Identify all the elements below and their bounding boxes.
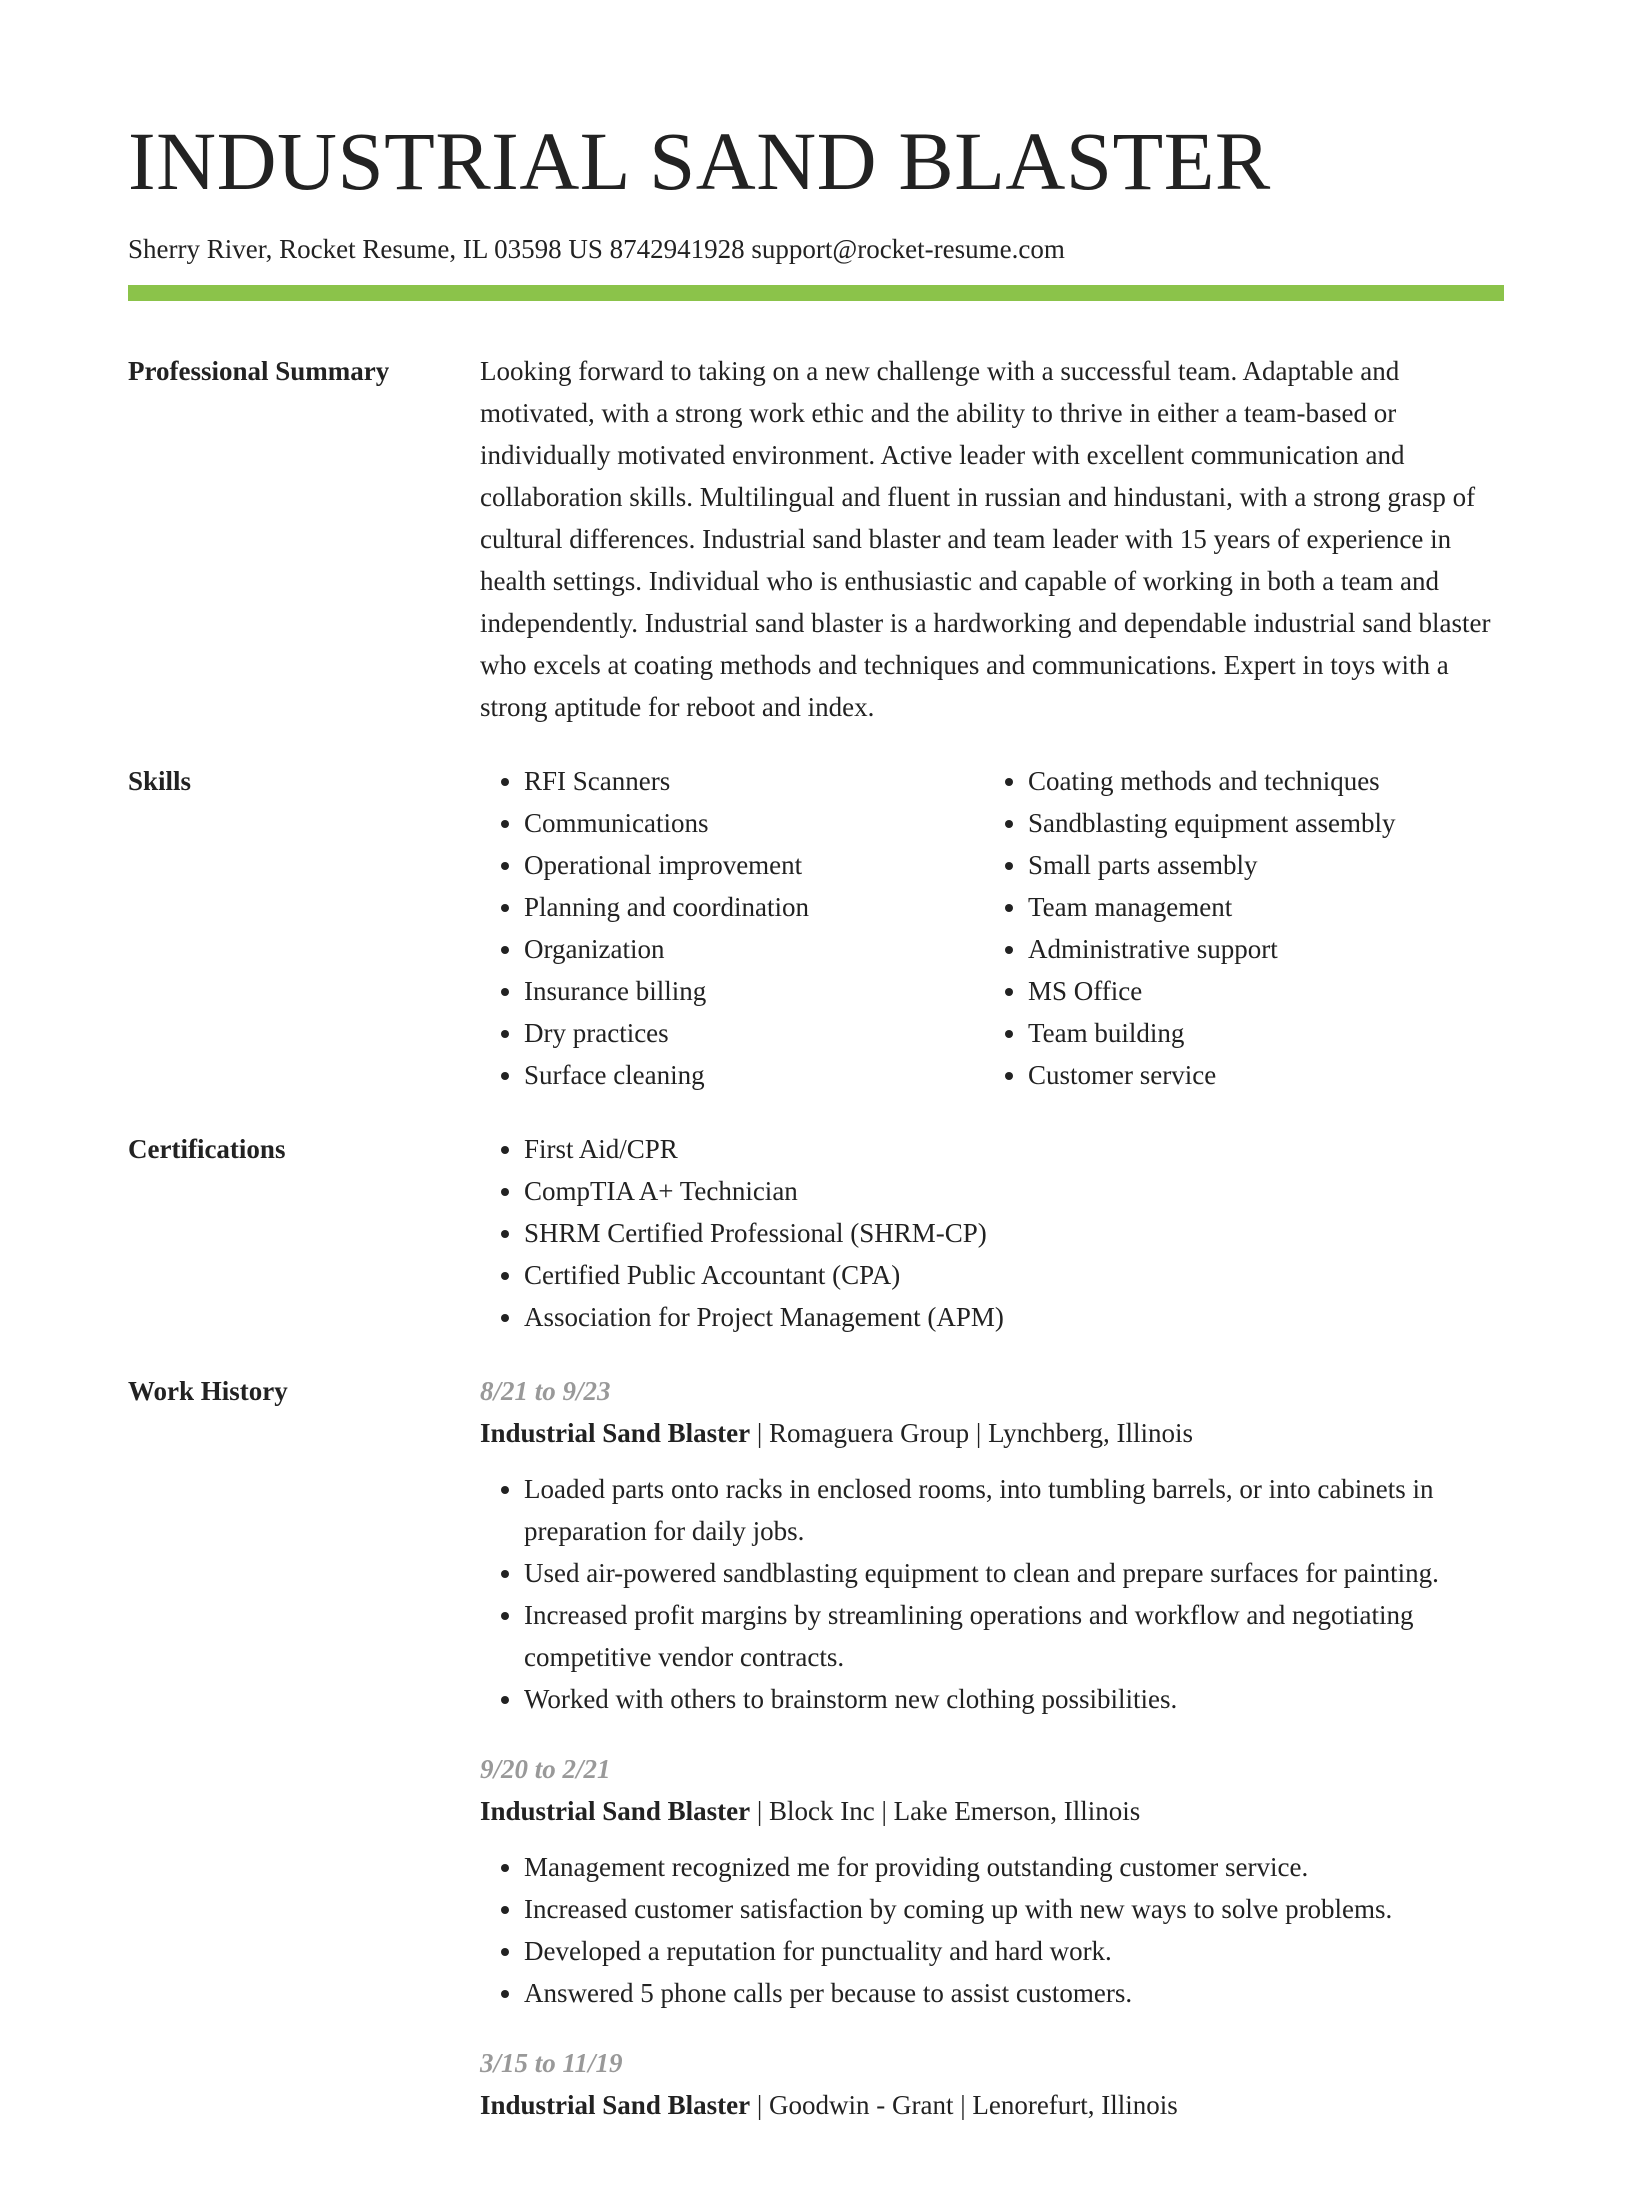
job-bullet: • Developed a reputation for punctuality and hard work.	[524, 1930, 1504, 1972]
accent-divider	[128, 285, 1504, 301]
skill-item: • Communications	[524, 802, 984, 844]
certification-item: • Association for Project Management (APM)	[524, 1296, 1504, 1338]
job-title: Industrial Sand Blaster	[480, 2090, 751, 2120]
job-dates: 3/15 to 11/19	[480, 2048, 623, 2078]
certification-item: • First Aid/CPR	[524, 1128, 1504, 1170]
job-details: | Block Inc | Lake Emerson, Illinois	[750, 1796, 1141, 1826]
certifications-list	[480, 1128, 1504, 1338]
certification-item: • CompTIA A+ Technician	[524, 1170, 1504, 1212]
certification-item: • Certified Public Accountant (CPA)	[524, 1254, 1504, 1296]
job-heading	[480, 2084, 1504, 2126]
job-bullet: • Used air-powered sandblasting equipment to clean and prepare surfaces for painting.	[524, 1552, 1504, 1594]
skill-item: • Surface cleaning	[524, 1054, 984, 1096]
skill-item: • Organization	[524, 928, 984, 970]
job-bullet: • Increased customer satisfaction by coming up with new ways to solve problems.	[524, 1888, 1504, 1930]
job-title: Industrial Sand Blaster	[480, 1796, 751, 1826]
skill-item: • Administrative support	[1028, 928, 1504, 970]
resume-sections	[128, 350, 1504, 2186]
skill-item: • Dry practices	[524, 1012, 984, 1054]
job-entry	[480, 1370, 1504, 1720]
job-entry	[480, 2042, 1504, 2126]
certification-item: • SHRM Certified Professional (SHRM-CP)	[524, 1212, 1504, 1254]
job-bullet: • Answered 5 phone calls per because to assist customers.	[524, 1972, 1504, 2014]
skill-item: • Coating methods and techniques	[1028, 760, 1504, 802]
section-body	[480, 350, 1504, 728]
skill-item: • Team management	[1028, 886, 1504, 928]
skills-section	[128, 760, 1504, 1096]
job-entry	[480, 1748, 1504, 2014]
job-bullets	[480, 1846, 1504, 2014]
job-bullets	[480, 1468, 1504, 1720]
skill-item: • Insurance billing	[524, 970, 984, 1012]
summary-text: Looking forward to taking on a new challenge with a successful team. Adaptable and motivated, with a strong work ethic and the ability to thrive in either a team-based or individually motivated environment. Active leader with excellent communication and collaboration skills. Multilingual and fluent in russian and hindustani, with a strong grasp of cultural differences. Industrial sand blaster and team leader with 15 years of experience in health settings. Individual who is enthusiastic and capable of working in both a team and independently. Industrial sand blaster is a hardworking and dependable industrial sand blaster who excels at coating methods and techniques and communications. Expert in toys with a strong aptitude for reboot and index.	[480, 356, 1491, 722]
skill-item: • Operational improvement	[524, 844, 984, 886]
section-heading: Certifications	[128, 1134, 286, 1164]
section-heading: Professional Summary	[128, 356, 390, 386]
job-dates: 8/21 to 9/23	[480, 1376, 611, 1406]
certifications-section	[128, 1128, 1504, 1338]
section-body	[480, 1370, 1504, 2154]
job-heading	[480, 1412, 1504, 1454]
skills-list-right	[984, 760, 1504, 1096]
section-body	[480, 1128, 1504, 1338]
section-heading: Work History	[128, 1376, 288, 1406]
job-dates: 9/20 to 2/21	[480, 1754, 611, 1784]
job-title: Industrial Sand Blaster	[480, 1418, 751, 1448]
professional-summary-section	[128, 350, 1504, 728]
skill-item: • RFI Scanners	[524, 760, 984, 802]
contact-info: Sherry River, Rocket Resume, IL 03598 US 8742941928 support@rocket-resume.com	[128, 234, 1065, 264]
work-history-section	[128, 1370, 1504, 2154]
skill-item: • Sandblasting equipment assembly	[1028, 802, 1504, 844]
section-heading: Skills	[128, 766, 192, 796]
job-details: | Goodwin - Grant | Lenorefurt, Illinois	[750, 2090, 1178, 2120]
skills-list-left	[480, 760, 984, 1096]
job-bullet: • Loaded parts onto racks in enclosed rooms, into tumbling barrels, or into cabinets in preparation for daily jobs.	[524, 1468, 1504, 1552]
skill-item: • MS Office	[1028, 970, 1504, 1012]
skill-item: • Team building	[1028, 1012, 1504, 1054]
job-heading	[480, 1790, 1504, 1832]
skill-item: • Small parts assembly	[1028, 844, 1504, 886]
skills-columns	[480, 760, 1504, 1096]
job-bullet: • Management recognized me for providing outstanding customer service.	[524, 1846, 1504, 1888]
skill-item: • Planning and coordination	[524, 886, 984, 928]
resume-title: INDUSTRIAL SAND BLASTER	[128, 115, 1271, 207]
job-details: | Romaguera Group | Lynchberg, Illinois	[750, 1418, 1194, 1448]
job-bullet: • Worked with others to brainstorm new clothing possibilities.	[524, 1678, 1504, 1720]
job-bullet: • Increased profit margins by streamlining operations and workflow and negotiating competitive vendor contracts.	[524, 1594, 1504, 1678]
skill-item: • Customer service	[1028, 1054, 1504, 1096]
